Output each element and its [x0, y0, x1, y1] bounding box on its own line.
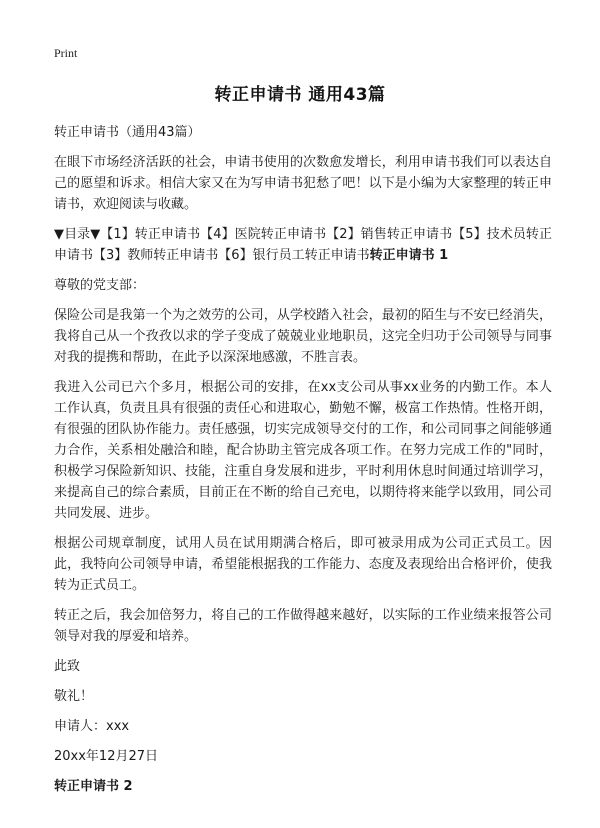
document-subtitle: 转正申请书（通用43篇） — [54, 125, 201, 140]
table-of-contents — [54, 224, 552, 266]
toc-link-3[interactable]: 【3】教师转正申请书 — [93, 248, 219, 263]
applicant-line: 申请人：xxx — [54, 719, 130, 734]
document-title: 转正申请书 通用43篇 — [214, 85, 386, 105]
toc-link-5[interactable]: 【5】技术员转正申请书 — [54, 227, 552, 263]
toc-link-4[interactable]: 【4】医院转正申请书 — [200, 227, 327, 242]
body-paragraph: 保险公司是我第一个为之效劳的公司，从学校踏入社会，最初的陌生与不安已经消失，我将自己从一个孜孜以求的学子变成了兢兢业业地职员，这完全归功于公司领导与同事对我的提携和帮助，在此予以深深地感激，不胜言表。 — [54, 308, 552, 365]
greeting: 尊敬的党支部： — [54, 278, 146, 293]
toc-link-2[interactable]: 【2】销售转正申请书 — [326, 227, 453, 242]
toc-link-1[interactable]: 【1】转正申请书 — [100, 227, 201, 242]
section-heading-1: 转正申请书 1 — [369, 248, 449, 263]
body-paragraph: 我进入公司已六个多月，根据公司的安排，在xx支公司从事xx业务的内勤工作。本人工作认真，负责且具有很强的责任心和进取心，勤勉不懈，极富工作热情。性格开朗，有很强的团队协作能力。责任感强，切实完成领导交付的工作，和公司同事之间能够通力合作，关系相处融洽和睦，配合协助主管完成各项工作。在努力完成工作的"同时，积极学习保险新知识、技能，注重自身发展和进步，平时利用休息时间通过培训学习，来提高自己的综合素质，目前正在不断的给自己充电，以期待将来能学以致用，同公司共同发展、进步。 — [54, 380, 552, 521]
document-body — [54, 122, 552, 806]
body-paragraph: 根据公司规章制度，试用人员在试用期满合格后，即可被录用成为公司正式员工。因此，我特向公司领导申请，希望能根据我的工作能力、态度及表现给出合格评价，使我转为正式员工。 — [54, 536, 552, 593]
salute: 敬礼！ — [54, 689, 94, 704]
print-label[interactable]: Print — [54, 46, 78, 60]
toc-link-6[interactable]: 【6】银行员工转正申请书 — [218, 248, 370, 263]
intro-paragraph: 在眼下市场经济活跃的社会，申请书使用的次数愈发增长，利用申请书我们可以表达自己的愿望和诉求。相信大家又在为写申请书犯愁了吧！以下是小编为大家整理的转正申请书，欢迎阅读与收藏。 — [54, 155, 552, 212]
toc-prefix: ▼目录▼ — [54, 227, 101, 242]
body-paragraph: 转正之后，我会加倍努力，将自己的工作做得越来越好，以实际的工作业绩来报答公司领导对我的厚爱和培养。 — [54, 608, 552, 644]
date-line: 20xx年12月27日 — [54, 749, 159, 764]
section-heading-2: 转正申请书 2 — [54, 779, 133, 794]
closing: 此致 — [54, 659, 81, 674]
